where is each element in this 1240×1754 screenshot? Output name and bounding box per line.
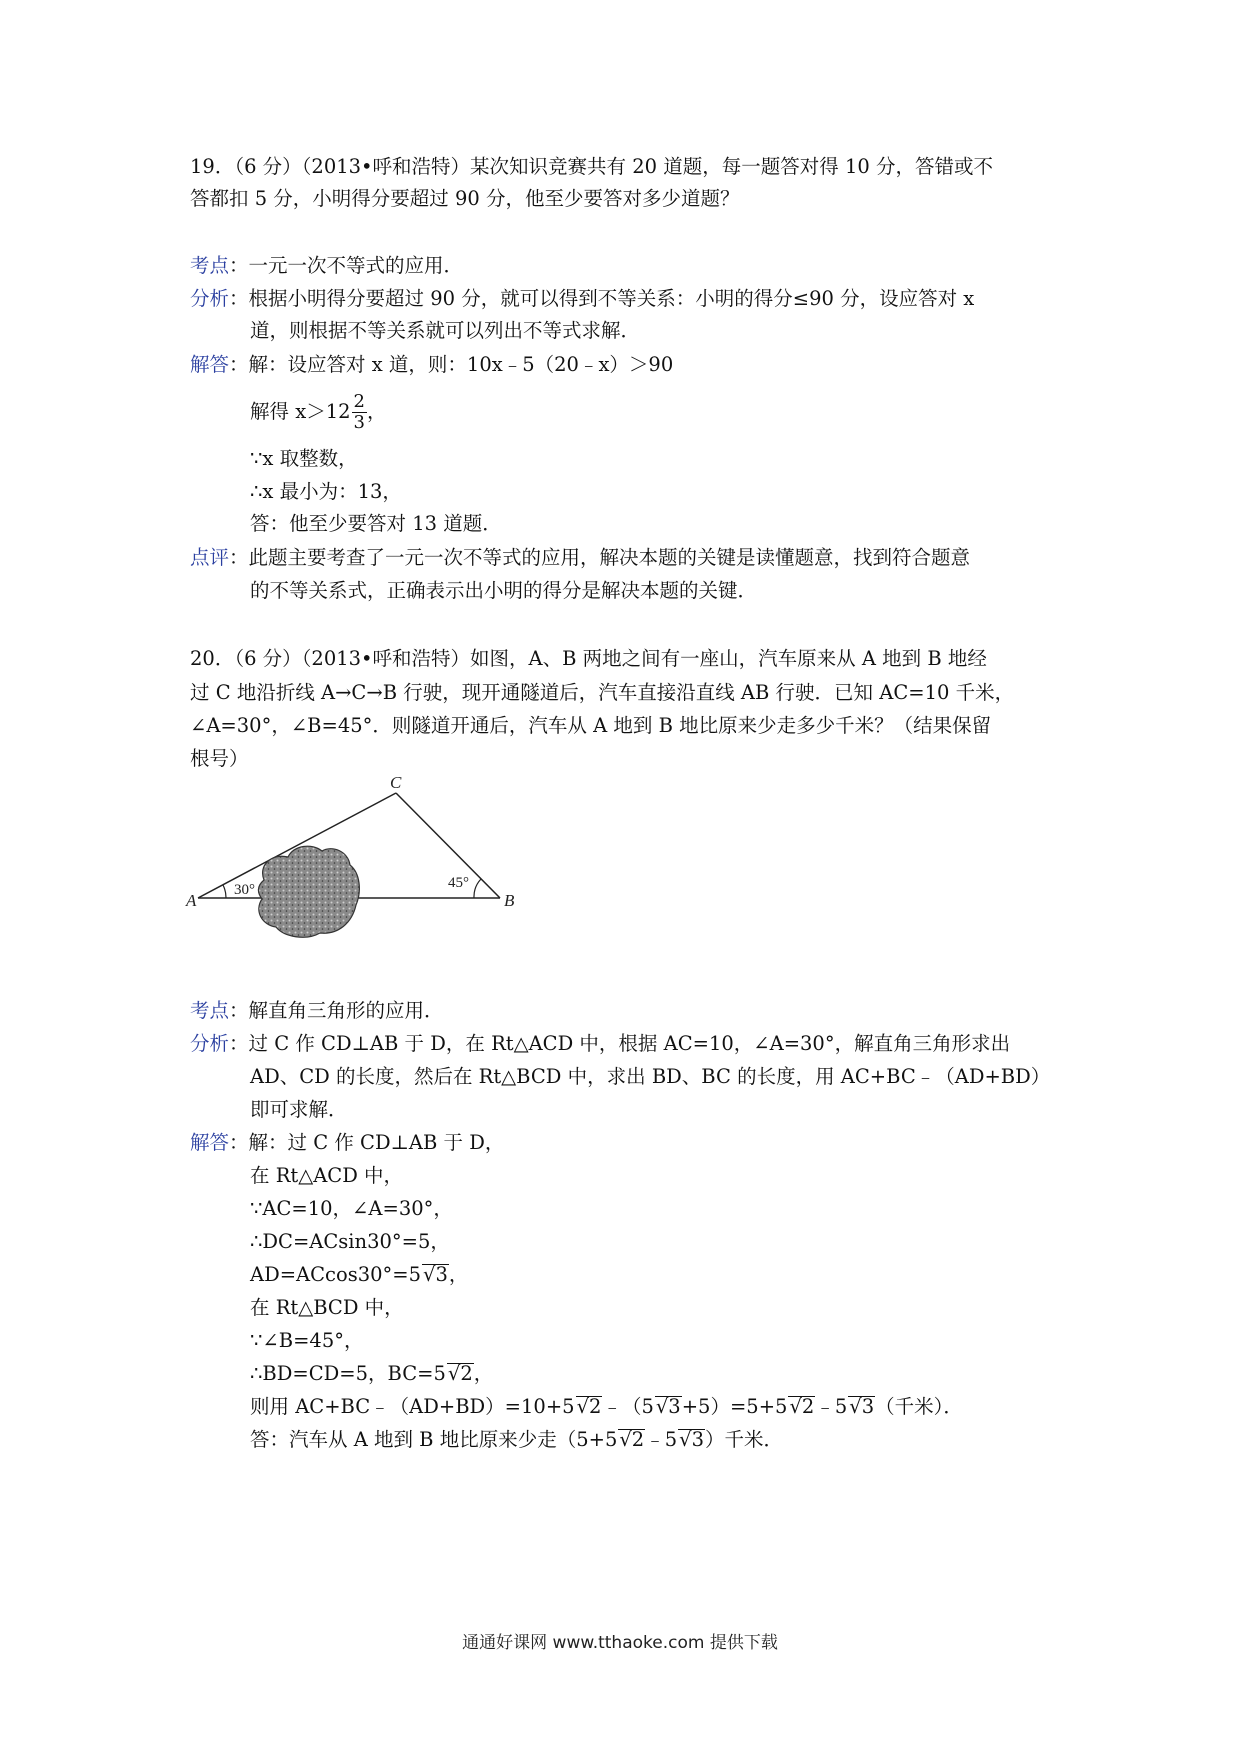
q20-jieda (190, 1130, 504, 1156)
q19-fenxi (190, 286, 974, 312)
q20-stem-line-3: ∠A=30°，∠B=45°．则隧道开通后，汽车从 A 地到 B 地比原来少走多少千米？（结果保留 (190, 714, 992, 737)
q20-fenxi (190, 1031, 1010, 1057)
q20-solution-step: ∵∠B=45°， (250, 1329, 364, 1352)
q19-dianping (190, 545, 970, 571)
sqrt-radical: √2 (447, 1362, 473, 1385)
q19-solution-step (250, 392, 386, 433)
solution-text: ， (448, 1263, 469, 1286)
sqrt-radical: √3 (849, 1395, 875, 1418)
q20-answer (250, 1427, 783, 1453)
sqrt-radical: √3 (423, 1263, 448, 1286)
solution-text: ﹣5 (815, 1395, 848, 1418)
angle-b-arc (474, 879, 481, 898)
radicand: 2 (589, 1395, 602, 1418)
q20-stem-line-2: 过 C 地沿折线 A→C→B 行驶，现开通隧道后，汽车直接沿直线 AB 行驶．已知 AC=10 千米， (190, 681, 1015, 704)
q19-kaodian (190, 253, 463, 279)
radicand: 3 (691, 1428, 704, 1451)
q19-stem-line-1: 19．（6 分）（2013•呼和浩特）某次知识竞赛共有 20 道题，每一题答对得 10 分，答错或不 (190, 155, 993, 178)
q20-stem-line-4: 根号） (190, 747, 249, 770)
jieda-text: ：解：过 C 作 CD⊥AB 于 D， (229, 1131, 505, 1154)
jieda-label: 解答 (190, 1131, 230, 1154)
solution-text: 则用 AC+BC﹣（AD+BD）=10+5 (250, 1395, 575, 1418)
sqrt-radical: √2 (576, 1395, 602, 1418)
fenxi-label: 分析 (190, 287, 230, 310)
solution-text: ）千米． (705, 1428, 784, 1451)
q20-solution-step: ∵AC=10，∠A=30°， (250, 1197, 453, 1220)
solution-text: ∴BD=CD=5，BC=5 (250, 1362, 446, 1385)
radicand: 2 (801, 1395, 815, 1418)
q20-solution-step (250, 1394, 963, 1420)
solution-text: （千米）． (875, 1395, 963, 1418)
fraction (352, 392, 367, 433)
dianping-text: ：此题主要考查了一元一次不等式的应用，解决本题的关键是读懂题意，找到符合题意 (229, 546, 971, 569)
q20-solution-step: ∴DC=ACsin30°=5， (250, 1230, 450, 1253)
q20-solution-step (250, 1262, 468, 1288)
fenxi-text: ：根据小明得分要超过 90 分，就可以得到不等关系：小明的得分≤90 分，设应答对 x (229, 287, 975, 310)
q19-stem-line-2: 答都扣 5 分，小明得分要超过 90 分，他至少要答对多少道题？ (190, 187, 740, 210)
q19-dianping-line-2: 的不等关系式，正确表示出小明的得分是解决本题的关键． (250, 579, 758, 602)
jieda-text: ：解：设应答对 x 道，则：10x﹣5（20﹣x）＞90 (229, 353, 674, 376)
solution-text: 解得 x＞12 (250, 400, 351, 423)
kaodian-label: 考点 (190, 254, 230, 277)
q20-fenxi-line-2: AD、CD 的长度，然后在 Rt△BCD 中，求出 BD、BC 的长度，用 AC+BC﹣（AD+BD） (250, 1065, 1051, 1088)
q19-jieda (190, 352, 673, 378)
radicand: 3 (668, 1395, 681, 1418)
solution-text: 答：汽车从 A 地到 B 地比原来少走（5+5 (250, 1428, 618, 1451)
kaodian-text: ：一元一次不等式的应用． (229, 254, 464, 277)
q19-answer: 答：他至少要答对 13 道题． (250, 512, 502, 535)
fraction-numerator: 2 (353, 391, 365, 412)
fraction-denominator: 3 (353, 412, 365, 433)
solution-text: ， (473, 1362, 494, 1385)
q20-stem-line-1: 20．（6 分）（2013•呼和浩特）如图，A、B 两地之间有一座山，汽车原来从 A 地到 B 地经 (190, 647, 987, 670)
radicand: 3 (861, 1395, 875, 1418)
sqrt-radical: √2 (619, 1428, 645, 1451)
vertex-c-label: C (390, 775, 402, 792)
fenxi-text: ：过 C 作 CD⊥AB 于 D，在 Rt△ACD 中，根据 AC=10，∠A=30°，解直角三角形求出 (229, 1032, 1011, 1055)
q19-fenxi-line-2: 道，则根据不等关系就可以列出不等式求解． (250, 319, 641, 342)
radicand: 3 (435, 1263, 448, 1286)
solution-text: ﹣（5 (602, 1395, 654, 1418)
q19-solution-step: ∴x 最小为：13， (250, 480, 402, 503)
q20-solution-step: 在 Rt△BCD 中， (250, 1296, 404, 1319)
q20-fenxi-line-3: 即可求解． (250, 1098, 348, 1121)
sqrt-radical: √2 (789, 1395, 815, 1418)
mountain-blob (258, 846, 359, 937)
solution-text: AD=ACcos30°=5 (250, 1263, 422, 1286)
solution-text: ﹣5 (645, 1428, 678, 1451)
kaodian-text: ：解直角三角形的应用． (229, 999, 444, 1022)
q20-solution-step (250, 1361, 493, 1387)
solution-text: ， (366, 400, 387, 423)
radicand: 2 (460, 1362, 473, 1385)
angle-a-arc (223, 885, 226, 898)
triangle-figure (180, 775, 540, 955)
angle-a-label: 30° (234, 882, 255, 898)
sqrt-radical: √3 (655, 1395, 681, 1418)
sqrt-radical: √3 (679, 1428, 704, 1451)
q20-solution-step: 在 Rt△ACD 中， (250, 1164, 404, 1187)
radicand: 2 (631, 1428, 645, 1451)
kaodian-label: 考点 (190, 999, 230, 1022)
angle-b-label: 45° (448, 875, 469, 891)
vertex-a-label: A (186, 891, 197, 910)
jieda-label: 解答 (190, 353, 230, 376)
vertex-b-label: B (504, 891, 515, 910)
fenxi-label: 分析 (190, 1032, 230, 1055)
dianping-label: 点评 (190, 546, 230, 569)
solution-text: +5）=5+5 (681, 1395, 788, 1418)
q20-kaodian (190, 998, 444, 1024)
page-footer: 通通好课网 www.tthaoke.com 提供下载 (462, 1633, 778, 1653)
q19-solution-step: ∵x 取整数， (250, 447, 358, 470)
